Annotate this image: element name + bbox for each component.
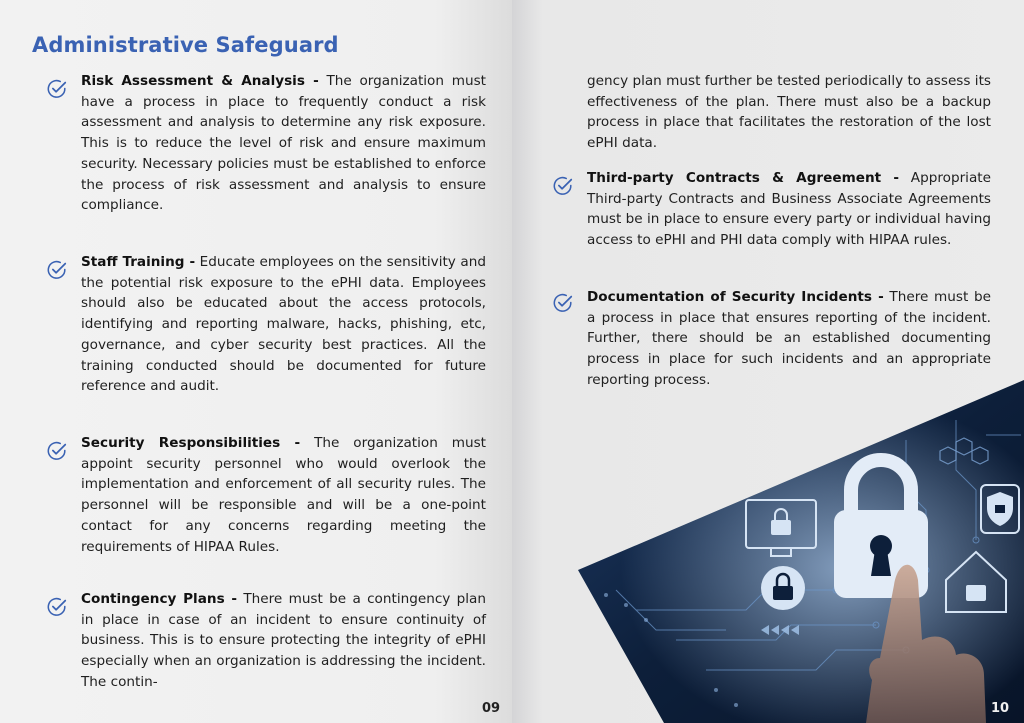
list-item-text — [81, 433, 486, 557]
list-item-contingency-plans — [46, 592, 486, 697]
item-heading: Contingency Plans - — [81, 591, 238, 607]
checkmark-circle-icon — [46, 440, 68, 462]
checkmark-circle-icon — [552, 292, 574, 314]
item-body: There must be a contingency plan in place in case of an incident to ensure continuity of business. This is to ensure protecting the integrity of ePHI especially when an organization is addressing the incident. The contin- — [81, 591, 486, 690]
item-heading: Security Responsibilities - — [81, 435, 301, 451]
list-item-security-responsibilities — [46, 436, 486, 581]
item-heading: Third-party Contracts & Agreement - — [587, 170, 899, 186]
list-item-text — [81, 252, 486, 397]
list-item-staff-training — [46, 255, 486, 420]
checkmark-circle-icon — [46, 78, 68, 100]
item-heading: Risk Assessment & Analysis - — [81, 73, 319, 89]
checkmark-circle-icon — [552, 175, 574, 197]
checkmark-circle-icon — [46, 259, 68, 281]
item-body: Appropriate Third-party Contracts and Business Associate Agreements must be in place to ensure every party or individual having access to ePHI and PHI data comply with HIPAA rules. — [587, 170, 991, 249]
page-number-right: 10 — [991, 701, 1010, 716]
list-item-third-party-contracts — [552, 170, 992, 278]
item-body: The organization must have a process in place to frequently conduct a risk assessment and analysis to determine any risk exposure. This is to reduce the level of risk and ensure maximum security. Necessary policies must be established to enforce the process of risk assessment and analysis to ensure compliance. — [81, 73, 486, 214]
list-item-text — [81, 71, 486, 216]
list-item-risk-assessment — [46, 74, 486, 244]
checkmark-circle-icon — [46, 596, 68, 618]
list-item-text — [81, 589, 486, 693]
item-heading: Staff Training - — [81, 254, 196, 270]
list-item-text — [587, 168, 991, 251]
item-body: The organization must appoint security personnel who would overlook the implementation and enforcement of all security rules. The personnel will be responsible and will be a one-point contact for any concerns regarding meeting the requirements of HIPAA Rules. — [81, 435, 486, 555]
padlock-icon — [761, 566, 805, 610]
page-title: Administrative Safeguard — [32, 33, 339, 57]
list-item-text — [587, 287, 991, 391]
item-body: Educate employees on the sensitivity and the potential risk exposure to the ePHI data. Employees should also be educated about the access protocols, identifying and reporting malware, hacks, phishing, etc, governance, and cyber security best practices. All the training conducted should be documented for future reference and audit. — [81, 254, 486, 395]
item-body: There must be a process in place that ensures reporting of the incident. Further, there should be an established documenting process in place for such incidents and an appropriate reporting process. — [587, 289, 991, 388]
page-number-left: 09 — [482, 701, 501, 716]
item-heading: Documentation of Security Incidents - — [587, 289, 884, 305]
continuation-paragraph: gency plan must further be tested periodically to assess its effectiveness of the plan. There must also be a backup process in place that facilitates the restoration of the lost ePHI data. — [587, 73, 991, 152]
cybersecurity-illustration — [576, 380, 1024, 723]
